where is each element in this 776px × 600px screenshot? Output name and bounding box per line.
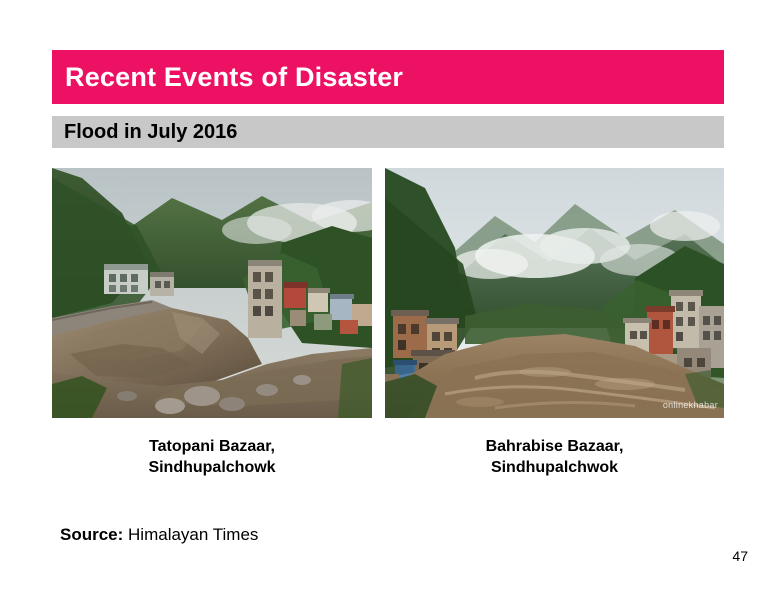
slide-title-bar <box>52 50 724 104</box>
photo-watermark: onlinekhabar <box>662 400 718 410</box>
page-number: 47 <box>732 548 748 564</box>
source-label: Source: <box>60 525 124 544</box>
caption-right-line2: Sindhupalchwok <box>490 458 619 476</box>
slide-subtitle: Flood in July 2016 <box>64 120 238 143</box>
source-value: Himalayan Times <box>128 525 259 544</box>
page-title: Recent Events of Disaster <box>65 61 404 92</box>
caption-left-line2: Sindhupalchowk <box>148 458 276 476</box>
slide-subtitle-bar <box>52 116 724 148</box>
caption-right <box>385 437 724 479</box>
landslide-photo-graphic <box>52 168 372 418</box>
flooded-river-photo-graphic <box>385 168 724 418</box>
caption-left <box>52 437 372 479</box>
caption-left-line1: Tatopani Bazaar, <box>149 438 275 455</box>
landslide-photo <box>52 168 372 418</box>
flooded-river-photo <box>385 168 724 418</box>
source-line <box>60 525 258 545</box>
caption-right-line1: Bahrabise Bazaar, <box>485 438 624 455</box>
